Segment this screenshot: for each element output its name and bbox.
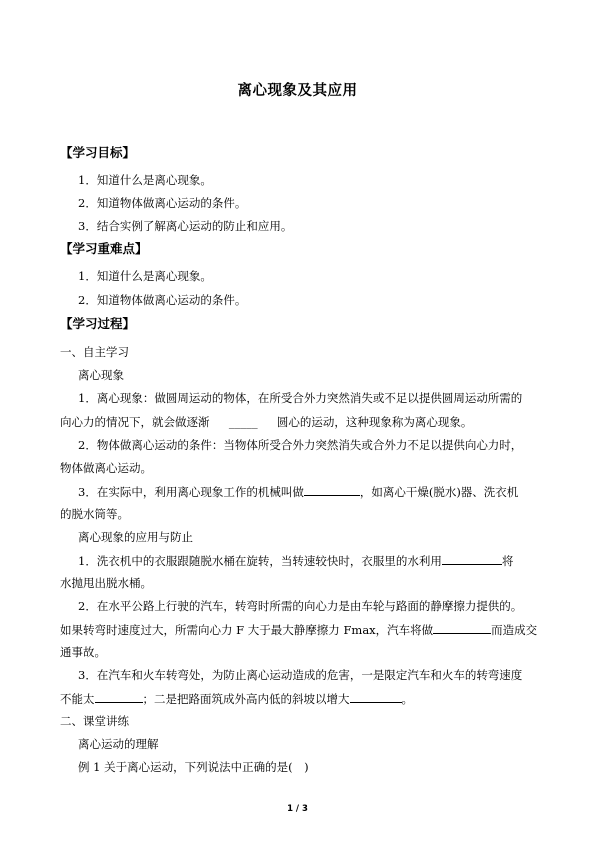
question-3-text-a: 不能太	[60, 692, 95, 706]
key-points-heading: 【学习重难点】	[60, 241, 148, 256]
paragraph-1-line-2	[60, 414, 472, 430]
paragraph-1-text-a: 向心力的情况下，就会做逐渐	[60, 415, 210, 429]
paragraph-3-text-a: 3．在实际中，利用离心现象工作的机械叫做	[78, 485, 304, 499]
paragraph-3-line-1	[78, 483, 518, 500]
question-3-line-2	[60, 690, 413, 707]
goals-heading: 【学习目标】	[60, 145, 136, 160]
question-2-text-b: 而造成交	[491, 623, 538, 637]
subheading-centrifugal: 离心现象	[78, 368, 124, 382]
question-2-line-2	[60, 621, 537, 638]
question-3-line-1: 3．在汽车和火车转弯处，为防止离心运动造成的危害，一是限定汽车和火车的转弯速度	[78, 668, 523, 682]
goal-item-3: 3．结合实例了解离心运动的防止和应用。	[78, 219, 293, 233]
fill-blank-5	[95, 690, 143, 703]
paragraph-2-line-2: 物体做离心运动。	[60, 461, 152, 475]
page-title: 离心现象及其应用	[237, 83, 358, 99]
paragraph-1-text-b: 圆心的运动，这种现象称为离心现象。	[276, 415, 473, 429]
question-2-line-3: 通事故。	[60, 645, 106, 659]
paragraph-3-line-2: 的脱水筒等。	[60, 507, 129, 521]
question-1-line-1	[78, 552, 513, 569]
goal-item-2: 2．知道物体做离心运动的条件。	[78, 196, 247, 210]
key-point-item-2: 2．知道物体做离心运动的条件。	[78, 293, 247, 307]
fill-blank-3	[442, 552, 502, 565]
question-2-line-1: 2．在水平公路上行驶的汽车，转弯时所需的向心力是由车轮与路面的静摩擦力提供的。	[78, 599, 523, 613]
page-number: 1 / 3	[287, 804, 308, 814]
example-1: 例 1 关于离心运动，下列说法中正确的是( )	[78, 760, 309, 774]
key-point-item-1: 1．知道什么是离心现象。	[78, 269, 212, 283]
fill-blank-4	[433, 621, 491, 634]
paragraph-3-text-b: ，如离心干燥(脱水)器、洗衣机	[359, 485, 519, 499]
subheading-understanding: 离心运动的理解	[78, 737, 159, 751]
paragraph-2-line-1: 2．物体做离心运动的条件：当物体所受合外力突然消失或合外力不足以提供向心力时，	[78, 438, 523, 452]
paragraph-1-line-1: 1．离心现象：做圆周运动的物体，在所受合外力突然消失或不足以提供圆周运动所需的	[78, 391, 523, 405]
fill-blank-2	[304, 483, 360, 496]
question-3-text-c: 。	[401, 692, 413, 706]
subheading-application: 离心现象的应用与防止	[78, 530, 193, 544]
question-1-text-b: 将	[501, 554, 514, 568]
goal-item-1: 1．知道什么是离心现象。	[78, 173, 212, 187]
fill-blank-6	[350, 690, 402, 703]
question-2-text-a: 如果转弯时速度过大，所需向心力 F 大于最大静摩擦力 Fmax，汽车将做	[60, 623, 434, 637]
part-self-study: 一、自主学习	[60, 345, 129, 359]
question-1-text-a: 1．洗衣机中的衣服跟随脱水桶在旋转，当转速较快时，衣服里的水利用	[78, 554, 442, 568]
fill-blank-1: _____	[228, 415, 258, 429]
part-classroom: 二、课堂讲练	[60, 714, 129, 728]
process-heading: 【学习过程】	[60, 316, 136, 331]
question-1-line-2: 水抛甩出脱水桶。	[60, 576, 152, 590]
question-3-text-b: ；二是把路面筑成外高内低的斜坡以增大	[142, 692, 350, 706]
